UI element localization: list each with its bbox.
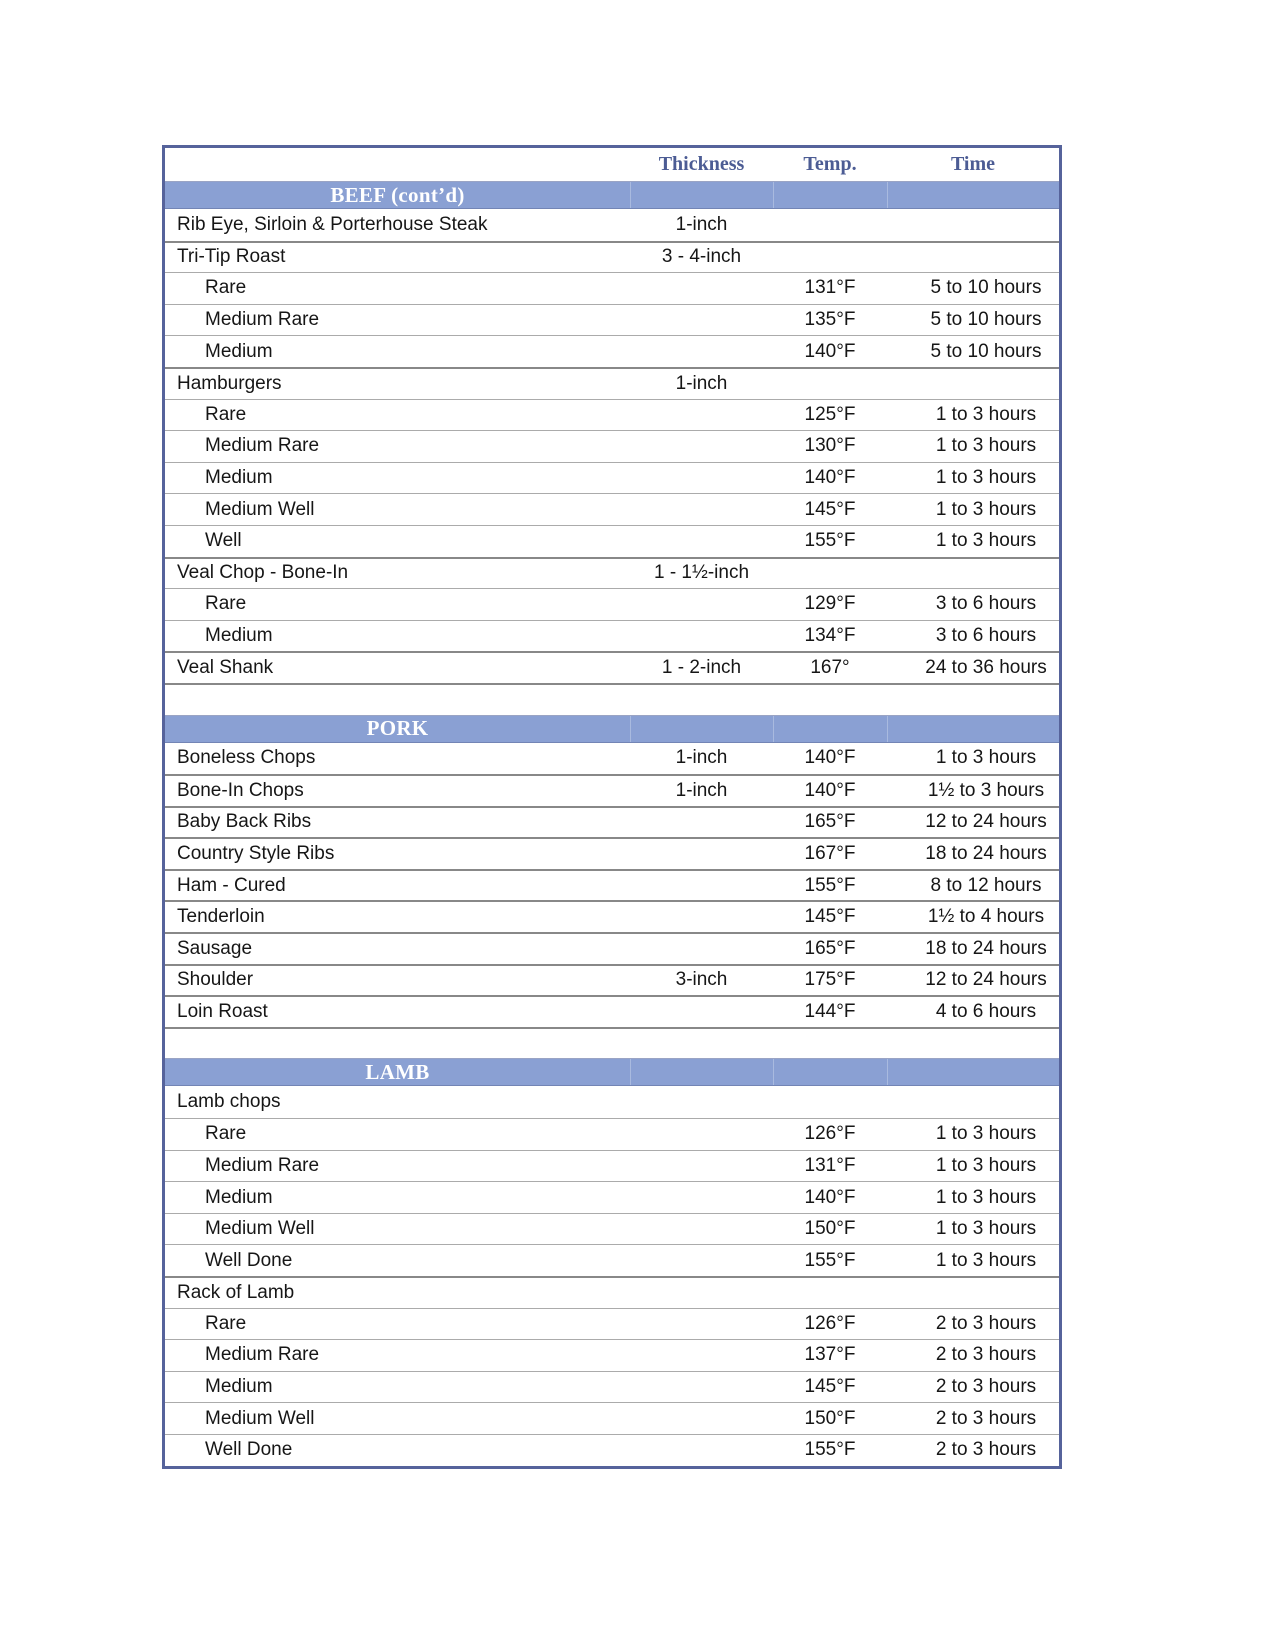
- table-row: [165, 1339, 1059, 1371]
- item-cell: Medium Well: [205, 1218, 315, 1240]
- thickness-cell: 1-inch: [675, 213, 728, 235]
- time-cell: 2 to 3 hours: [935, 1439, 1037, 1461]
- table-row: [165, 1213, 1059, 1245]
- item-cell: Medium Well: [205, 498, 315, 520]
- section-header-row: [165, 1058, 1059, 1086]
- item-cell: Rare: [205, 403, 247, 425]
- item-cell: Baby Back Ribs: [177, 811, 312, 833]
- time-cell: 1 to 3 hours: [935, 1249, 1037, 1271]
- item-cell: Rib Eye, Sirloin & Porterhouse Steak: [177, 213, 488, 235]
- column-header-row: [165, 148, 1059, 181]
- column-header-temp: Temp.: [803, 153, 857, 175]
- table-row: [165, 869, 1059, 901]
- temp-cell: 150°F: [804, 1407, 856, 1429]
- section-title: BEEF (cont’d): [330, 182, 465, 207]
- time-cell: 4 to 6 hours: [935, 1001, 1037, 1023]
- item-cell: Medium Rare: [205, 435, 320, 457]
- item-cell: Rack of Lamb: [177, 1281, 295, 1303]
- temp-cell: 165°F: [804, 937, 856, 959]
- section-header-row: [165, 715, 1059, 743]
- time-cell: 2 to 3 hours: [935, 1312, 1037, 1334]
- time-cell: 2 to 3 hours: [935, 1376, 1037, 1398]
- temp-cell: 167°F: [804, 843, 856, 865]
- time-cell: 3 to 6 hours: [935, 593, 1037, 615]
- item-cell: Shoulder: [177, 969, 254, 991]
- thickness-cell: 1 - 2-inch: [661, 657, 742, 679]
- time-cell: 1 to 3 hours: [935, 1218, 1037, 1240]
- temp-cell: 167°: [810, 657, 850, 679]
- thickness-cell: 1 - 1½-inch: [653, 562, 750, 584]
- table-row: [165, 620, 1059, 652]
- temp-cell: 145°F: [804, 498, 856, 520]
- table-row: [165, 900, 1059, 932]
- spacer-row: [165, 1027, 1059, 1059]
- time-cell: 5 to 10 hours: [930, 277, 1042, 299]
- table-row: [165, 335, 1059, 367]
- table-row: [165, 1434, 1059, 1466]
- table-row: [165, 837, 1059, 869]
- item-cell: Medium: [205, 625, 273, 647]
- item-cell: Country Style Ribs: [177, 843, 335, 865]
- time-cell: 1 to 3 hours: [935, 1186, 1037, 1208]
- section-band-time-cell: [887, 182, 1059, 208]
- table-row: [165, 399, 1059, 431]
- temp-cell: 165°F: [804, 811, 856, 833]
- table-row: [165, 1150, 1059, 1182]
- table-row: [165, 367, 1059, 399]
- table-row: [165, 1244, 1059, 1276]
- table-row: [165, 430, 1059, 462]
- table-row: [165, 964, 1059, 996]
- temp-cell: 134°F: [804, 625, 856, 647]
- table-row: [165, 209, 1059, 241]
- temp-cell: 137°F: [804, 1344, 856, 1366]
- temp-cell: 140°F: [804, 747, 856, 769]
- time-cell: 12 to 24 hours: [925, 811, 1047, 833]
- cooking-times-table: [162, 145, 1062, 1469]
- section-band-thickness-cell: [630, 716, 773, 742]
- item-cell: Medium Rare: [205, 1154, 320, 1176]
- table-row: [165, 1402, 1059, 1434]
- time-cell: 1 to 3 hours: [935, 467, 1037, 489]
- item-cell: Veal Chop - Bone-In: [177, 562, 349, 584]
- item-cell: Tri-Tip Roast: [177, 246, 286, 268]
- temp-cell: 129°F: [804, 593, 856, 615]
- thickness-cell: 1-inch: [675, 372, 728, 394]
- temp-cell: 140°F: [804, 779, 856, 801]
- section-title: LAMB: [365, 1059, 430, 1084]
- time-cell: 18 to 24 hours: [925, 937, 1047, 959]
- thickness-cell: 1-inch: [675, 779, 728, 801]
- temp-cell: 155°F: [804, 874, 856, 896]
- section-header-row: [165, 181, 1059, 209]
- table-row: [165, 525, 1059, 557]
- thickness-cell: 3-inch: [675, 969, 728, 991]
- item-cell: Ham - Cured: [177, 874, 286, 896]
- item-cell: Medium: [205, 467, 273, 489]
- table-row: [165, 272, 1059, 304]
- time-cell: 8 to 12 hours: [930, 874, 1042, 896]
- section-band-thickness-cell: [630, 182, 773, 208]
- item-cell: Medium Rare: [205, 309, 320, 331]
- temp-cell: 150°F: [804, 1218, 856, 1240]
- item-cell: Rare: [205, 1123, 247, 1145]
- item-cell: Medium: [205, 1376, 273, 1398]
- temp-cell: 125°F: [804, 403, 856, 425]
- time-cell: 5 to 10 hours: [930, 340, 1042, 362]
- temp-cell: 175°F: [804, 969, 856, 991]
- time-cell: 1½ to 4 hours: [927, 906, 1045, 928]
- table-row: [165, 651, 1059, 683]
- table-row: [165, 1308, 1059, 1340]
- section-band-thickness-cell: [630, 1059, 773, 1085]
- time-cell: 1 to 3 hours: [935, 403, 1037, 425]
- time-cell: 1 to 3 hours: [935, 1154, 1037, 1176]
- time-cell: 1 to 3 hours: [935, 747, 1037, 769]
- section-band-temp-cell: [773, 1059, 887, 1085]
- column-header-thickness: Thickness: [658, 153, 745, 175]
- table-row: [165, 1276, 1059, 1308]
- temp-cell: 131°F: [804, 1154, 856, 1176]
- item-cell: Boneless Chops: [177, 747, 316, 769]
- item-cell: Loin Roast: [177, 1001, 268, 1023]
- item-cell: Medium: [205, 340, 273, 362]
- table-row: [165, 995, 1059, 1027]
- table-row: [165, 1371, 1059, 1403]
- item-cell: Rare: [205, 593, 247, 615]
- table-row: [165, 932, 1059, 964]
- time-cell: 1 to 3 hours: [935, 530, 1037, 552]
- section-title: PORK: [366, 716, 429, 740]
- table-row: [165, 588, 1059, 620]
- table-body: [165, 181, 1059, 1466]
- time-cell: 12 to 24 hours: [925, 969, 1047, 991]
- item-cell: Medium: [205, 1186, 273, 1208]
- time-cell: 1 to 3 hours: [935, 435, 1037, 457]
- temp-cell: 145°F: [804, 906, 856, 928]
- item-cell: Rare: [205, 277, 247, 299]
- time-cell: 24 to 36 hours: [925, 657, 1047, 679]
- item-cell: Lamb chops: [177, 1091, 281, 1113]
- column-header-time: Time: [950, 153, 996, 175]
- temp-cell: 131°F: [804, 277, 856, 299]
- table-row: [165, 557, 1059, 589]
- temp-cell: 140°F: [804, 467, 856, 489]
- time-cell: 2 to 3 hours: [935, 1344, 1037, 1366]
- temp-cell: 126°F: [804, 1312, 856, 1334]
- table-row: [165, 1118, 1059, 1150]
- thickness-cell: 3 - 4-inch: [661, 246, 742, 268]
- table-row: [165, 1086, 1059, 1118]
- item-cell: Medium Rare: [205, 1344, 320, 1366]
- time-cell: 1 to 3 hours: [935, 498, 1037, 520]
- section-band-time-cell: [887, 716, 1059, 742]
- thickness-cell: 1-inch: [675, 747, 728, 769]
- item-cell: Rare: [205, 1312, 247, 1334]
- time-cell: 3 to 6 hours: [935, 625, 1037, 647]
- item-cell: Bone-In Chops: [177, 779, 304, 801]
- time-cell: 5 to 10 hours: [930, 309, 1042, 331]
- item-cell: Well Done: [205, 1249, 293, 1271]
- item-cell: Well Done: [205, 1439, 293, 1461]
- table-row: [165, 462, 1059, 494]
- table-row: [165, 493, 1059, 525]
- temp-cell: 145°F: [804, 1376, 856, 1398]
- section-band-temp-cell: [773, 716, 887, 742]
- temp-cell: 155°F: [804, 530, 856, 552]
- table-row: [165, 806, 1059, 838]
- temp-cell: 140°F: [804, 1186, 856, 1208]
- temp-cell: 126°F: [804, 1123, 856, 1145]
- temp-cell: 144°F: [804, 1001, 856, 1023]
- table-row: [165, 774, 1059, 806]
- table-row: [165, 241, 1059, 273]
- time-cell: 1½ to 3 hours: [927, 779, 1045, 801]
- section-band-temp-cell: [773, 182, 887, 208]
- time-cell: 1 to 3 hours: [935, 1123, 1037, 1145]
- table-row: [165, 1181, 1059, 1213]
- temp-cell: 155°F: [804, 1249, 856, 1271]
- temp-cell: 130°F: [804, 435, 856, 457]
- item-cell: Veal Shank: [177, 657, 274, 679]
- temp-cell: 135°F: [804, 309, 856, 331]
- item-cell: Well: [205, 530, 242, 552]
- section-band-time-cell: [887, 1059, 1059, 1085]
- item-cell: Sausage: [177, 937, 253, 959]
- temp-cell: 155°F: [804, 1439, 856, 1461]
- item-cell: Medium Well: [205, 1407, 315, 1429]
- spacer-row: [165, 683, 1059, 715]
- temp-cell: 140°F: [804, 340, 856, 362]
- table-row: [165, 304, 1059, 336]
- item-cell: Tenderloin: [177, 906, 265, 928]
- table-row: [165, 743, 1059, 775]
- time-cell: 18 to 24 hours: [925, 843, 1047, 865]
- time-cell: 2 to 3 hours: [935, 1407, 1037, 1429]
- item-cell: Hamburgers: [177, 372, 282, 394]
